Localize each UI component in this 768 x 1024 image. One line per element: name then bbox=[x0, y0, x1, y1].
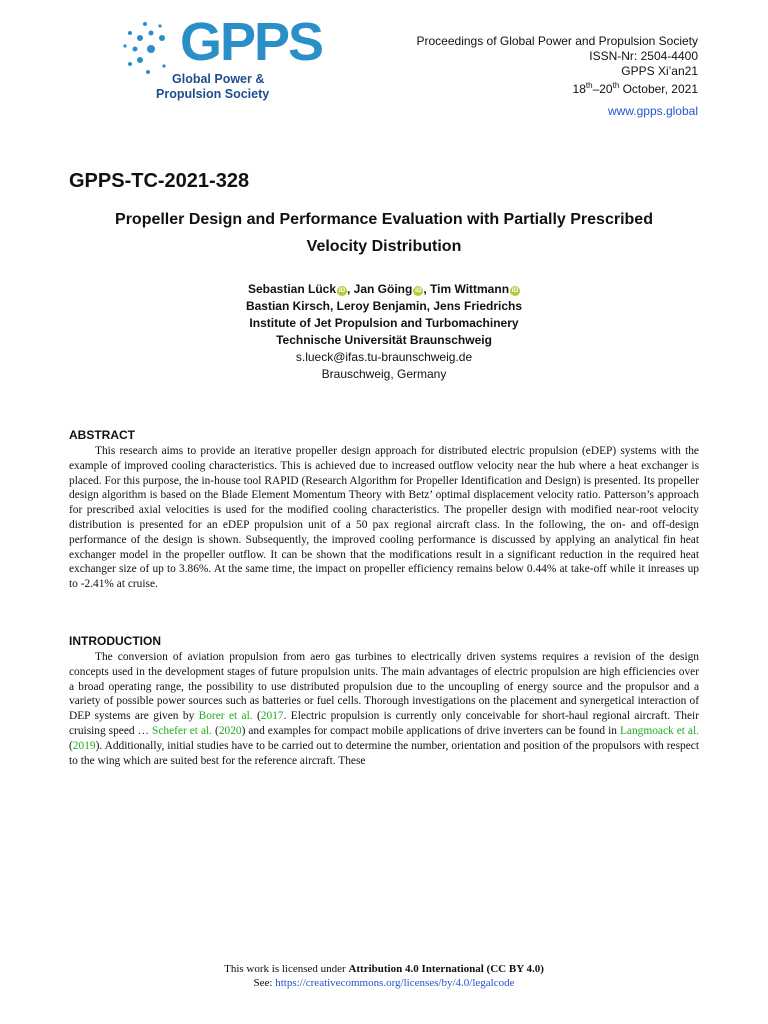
paper-title-line2: Velocity Distribution bbox=[306, 238, 462, 255]
logo-dots-icon bbox=[120, 18, 182, 80]
citation-link[interactable]: Borer et al. bbox=[198, 710, 253, 723]
logo-line1: Global Power & bbox=[172, 72, 265, 86]
author-line1: Sebastian Lück iD , Jan Göing iD , Tim Wittmann iD bbox=[247, 282, 519, 296]
license-see-line: See: https://creativecommons.org/licenses/by/4.0/legalcode bbox=[253, 977, 515, 989]
university: Technische Universität Braunschweig bbox=[276, 333, 492, 347]
email: s.lueck@ifas.tu-braunschweig.de bbox=[295, 350, 473, 364]
introduction-text: The conversion of aviation propulsion from aero gas turbines to electrically driven systems requires a revision of the design concepts used in the development stages of future propulsion units. The main advantages of electric propulsion are high efficiencies over a broad operating range, the possibility to use distributed propulsion due to the uncoupling of energy source and the propulsor and a variety of possible power sources such as batteries or fuel cells. Thorough investigations on the placement and synergetical interaction of DEP systems are given by Borer et al. (2017. Electric propulsion is currently only conceivable for short-haul regional aircraft. Their cruising speed … Schefer et al. (2020) and examples for compact mobile applications of drive inverters can be found in Langmoack et al. (2019). Additionally, initial studies have to be carried out to determine the number, orientation and position of the propulsors with respect to the wing which are suited best for the reference aircraft. These bbox=[69, 651, 699, 767]
author-1: Sebastian Lück bbox=[247, 282, 336, 296]
citation-year-link[interactable]: 2017 bbox=[260, 710, 284, 723]
abstract-text: This research aims to provide an iterative propeller design approach for distributed electric propulsion (eDEP) systems with the example of improved cooling characteristics. This is achieved due to increased outflow velocity near the hub where a heat exchanger is placed. For this purpose, the in-house tool RAPID (Research Algorithm for Propeller Identification and Design) is presented. Its propeller design algorithm is based on the Blade Element Momentum Theory with Betz’ optimal displacement velocity ratio. Patterson’s approach for prescribed axial velocities is used for the modified cooling characteristics. The propeller design with modified near-root velocity distribution is presented for an eDEP propulsion unit of a 50 pax regional aircraft class. In the following, the on- and off-design performance of the design is shown. Subsequently, the improved cooling performance is discussed by applying an analytical fin heat exchanger model in the propeller outflow. It can be shown that the modifications result in a significant reduction in the required heat exchanger size of up to 3.86%. At the same time, the impact on propeller efficiency remains below 0.44% at take-off while it inreases up to -2.41% at cruise. bbox=[69, 445, 699, 591]
abstract-body bbox=[69, 444, 699, 592]
header-date: 18th–20th October, 2021 bbox=[572, 81, 698, 96]
orcid-icon[interactable]: iD bbox=[511, 287, 519, 294]
city: Brauschweig, Germany bbox=[321, 367, 447, 381]
header-venue: GPPS Xi’an21 bbox=[621, 64, 698, 78]
introduction-body bbox=[69, 650, 699, 768]
license-name: Attribution 4.0 International (CC BY 4.0) bbox=[348, 963, 544, 975]
header-website-link[interactable]: www.gpps.global bbox=[607, 104, 698, 118]
citation-link[interactable]: Langmoack et al. bbox=[619, 724, 699, 737]
logo-wordmark: GPPS bbox=[180, 12, 323, 72]
header-issn: ISSN-Nr: 2504-4400 bbox=[589, 49, 698, 63]
orcid-icon[interactable]: iD bbox=[415, 287, 422, 294]
paper-title-line1: Propeller Design and Performance Evaluation with Partially Prescribed bbox=[115, 211, 653, 228]
license-line: This work is licensed under Attribution 4.0 International (CC BY 4.0) bbox=[224, 963, 544, 975]
citation-year-link[interactable]: 2019 bbox=[72, 739, 96, 752]
gpps-logo bbox=[120, 12, 323, 101]
institute: Institute of Jet Propulsion and Turbomachinery bbox=[249, 316, 519, 330]
license-link[interactable]: https://creativecommons.org/licenses/by/4.0/legalcode bbox=[275, 977, 515, 989]
logo-line2: Propulsion Society bbox=[156, 87, 270, 101]
paper-id: GPPS-TC-2021-328 bbox=[69, 170, 250, 192]
introduction-heading: INTRODUCTION bbox=[69, 634, 161, 648]
citation-year-link[interactable]: 2020 bbox=[218, 724, 242, 737]
author-line2: Bastian Kirsch, Leroy Benjamin, Jens Friedrichs bbox=[245, 299, 523, 313]
header-proceedings: Proceedings of Global Power and Propulsion Society bbox=[416, 34, 698, 48]
orcid-icon[interactable]: iD bbox=[338, 287, 346, 294]
author-2: Jan Göing bbox=[353, 282, 413, 296]
citation-link[interactable]: Schefer et al. bbox=[151, 724, 213, 737]
abstract-heading: ABSTRACT bbox=[69, 428, 135, 442]
author-3: Tim Wittmann bbox=[430, 282, 510, 296]
